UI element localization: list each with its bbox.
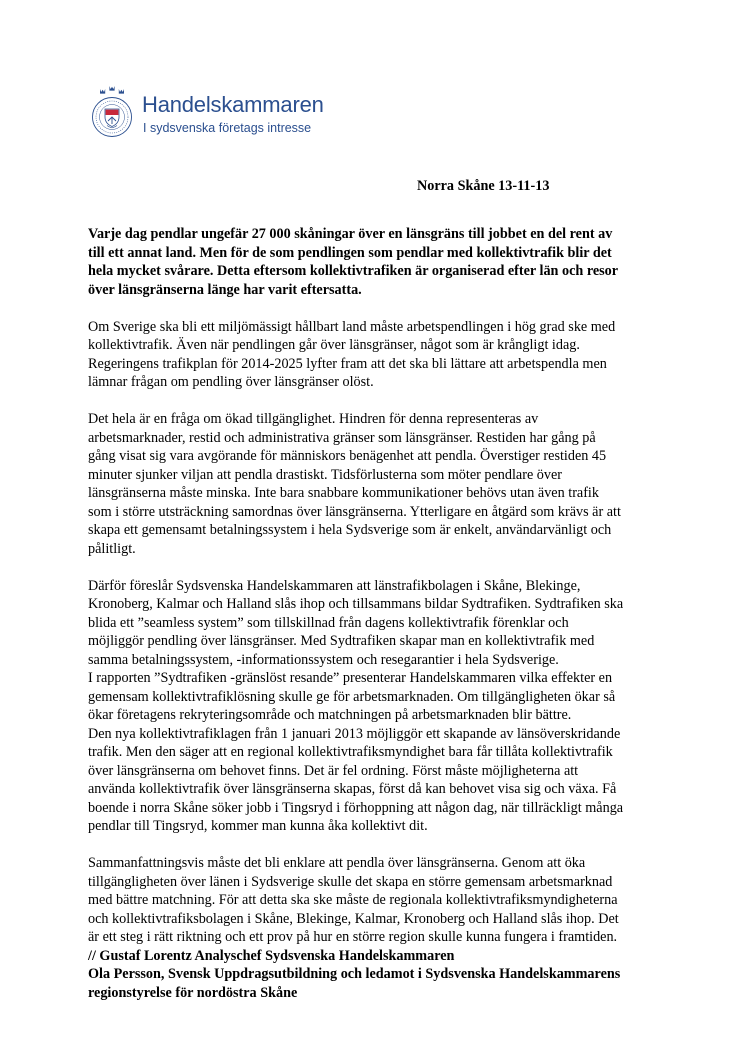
text-line: med bättre matchning. För att detta ska ske måste de regionala kollektivtrafiksmyndigheterna [88,892,618,908]
text-line: kollektivtrafik. Även när pendlingen går över länsgränser, något som är krångligt idag. [88,337,580,353]
text-line: som i större utsträckning samordnas över länsgränserna. Ytterligare en åtgärd som krävs är att [88,503,621,520]
text-line: över länsgränserna länge har varit eftersatta. [88,281,362,298]
organization-name: Handelskammaren [142,92,324,117]
text-line: minuter sjunker viljan att pendla drastiskt. Tidsförlusterna som möter pendlare över [88,466,563,483]
signature-block [88,947,678,1003]
body-paragraph [88,410,678,558]
text-line: länsgränserna måste minska. Inte bara snabbare kommunikationer behövs utan även trafik [88,485,599,501]
text-line: gemensam kollektivtrafiklösning skulle ge för arbetsmarknaden. Om tillgängligheten ökar så [88,688,616,705]
body-paragraph [88,577,678,836]
body-paragraph [88,318,678,392]
body-paragraph [88,854,678,947]
signature-line: // Gustaf Lorentz Analyschef Sydsvenska Handelskammaren [88,947,455,964]
text-line: Varje dag pendlar ungefär 27 000 skåningar över en länsgräns till jobbet en del rent av [88,226,613,242]
text-line: I rapporten ”Sydtrafiken -gränslöst resande” presenterar Handelskammaren vilka effekter en [88,670,613,686]
text-line: ökar företagens rekryteringsområde och matchningen på arbetsmarknaden blir bättre. [88,707,572,723]
text-line: pålitligt. [88,540,136,557]
text-line: möjliggör pendling över länsgränser. Med Sydtrafiken skapar man en kollektivtrafik med [88,633,595,649]
text-line: trafik. Men den säger att en regional kollektivtrafiksmyndighet bara får tillåta kollektivtrafik [88,744,613,760]
text-line: Regeringens trafikplan för 2014-2025 lyfter fram att det ska bli lättare att arbetspendla men [88,355,607,372]
text-line: Kronoberg, Kalmar och Halland slås ihop och tillsammans bildar Sydtrafiken. Sydtrafiken ska [88,596,624,612]
signature-line: Ola Persson, Svensk Uppdragsutbildning och ledamot i Sydsvenska Handelskammarens [88,966,621,982]
text-line: över länsgränserna om behovet finns. Det är fel ordning. Först måste möjligheterna att [88,762,579,779]
text-line: lämnar frågan om pendling över länsgränser olöst. [88,374,374,390]
text-line: Den nya kollektivtrafiklagen från 1 januari 2013 möjliggör ett skapande av länsöverskridande [88,725,621,742]
text-line: gång visat sig vara avgörande för människors benägenhet att pendla. Överstiger restiden 45 [88,448,607,464]
text-line: blida ett ”seamless system” som tillskillnad från dagens kollektivtrafik förenklar och [88,614,569,631]
organization-logo [86,84,346,144]
text-line: Därför föreslår Sydsvenska Handelskammaren att länstrafikbolagen i Skåne, Blekinge, [88,577,581,594]
text-line: Om Sverige ska bli ett miljömässigt hållbart land måste arbetspendlingen i hög grad ske med [88,318,616,335]
signature-line: regionstyrelse för nordöstra Skåne [88,984,298,1001]
chamber-emblem-icon [86,84,138,142]
text-line: Sammanfattningsvis måste det bli enklare att pendla över länsgränserna. Genom att öka [88,855,586,871]
text-line: är ett steg i rätt riktning och ett prov på hur en större region skulle kunna fungera i framtiden. [88,929,618,945]
text-line: boende i norra Skåne söker jobb i Tingsryd i förhoppning att någon dag, när tillräckligt många [88,799,624,816]
text-line: skapa ett gemensamt betalningssystem i hela Sydsverige som är enkelt, användarvänligt och [88,522,612,538]
lead-paragraph [88,225,678,299]
text-line: hela mycket svårare. Detta eftersom kollektivtrafiken är organiserad efter län och resor [88,263,619,279]
organization-tagline: I sydsvenska företags intresse [143,121,312,135]
text-line: pendlar till Tingsryd, kommer man kunna åka kollektivt dit. [88,818,428,834]
text-line: arbetsmarknader, restid och administrativa gränser som länsgränser. Restiden har gång på [88,429,596,446]
text-line: tillgängligheten över länen i Sydsverige skulle det skapa en större gemensam arbetsmarknad [88,873,613,890]
article-body [88,225,678,1002]
text-line: och kollektivtrafiksbolagen i Skåne, Blekinge, Kalmar, Kronoberg och Halland slås ihop. Det [88,910,619,927]
text-line: Det hela är en fråga om ökad tillgänglighet. Hindren för denna representeras av [88,411,539,427]
dateline: Norra Skåne 13-11-13 [417,178,550,194]
text-line: samma betalningssystem, -informationssystem och resegarantier i hela Sydsverige. [88,651,559,668]
text-line: använda kollektivtrafik över länsgränserna skapas, först då kan behovet visa sig och växa. Få [88,781,617,797]
text-line: till ett annat land. Men för de som pendlingen som pendlar med kollektivtrafik blir det [88,244,612,261]
